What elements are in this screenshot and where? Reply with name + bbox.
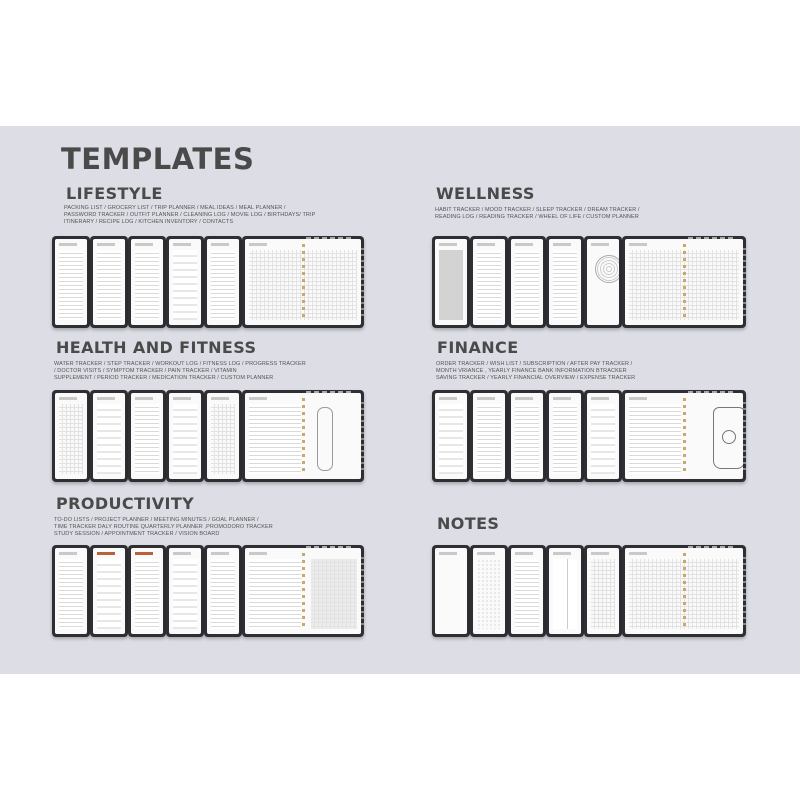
section-item-line: ITINERARY / RECIPE LOG / KITCHEN INVENTORY / CONTACTS (64, 219, 234, 225)
wellness-template-previews (432, 236, 746, 330)
template-thumbnail[interactable] (242, 390, 364, 482)
template-thumbnail[interactable] (508, 236, 546, 328)
template-thumbnail[interactable] (622, 545, 746, 637)
savings-jar-graphic (713, 407, 743, 469)
template-thumbnail[interactable] (546, 236, 584, 328)
finance-template-previews (432, 390, 746, 484)
template-thumbnail[interactable] (546, 545, 584, 637)
template-thumbnail[interactable] (432, 545, 470, 637)
lifestyle-template-previews (52, 236, 364, 330)
template-thumbnail[interactable] (432, 236, 470, 328)
template-thumbnail[interactable] (242, 236, 364, 328)
template-thumbnail[interactable] (508, 545, 546, 637)
template-thumbnail[interactable] (508, 390, 546, 482)
section-items-health (54, 361, 304, 382)
section-item-line: TO-DO LISTS / PROJECT PLANNER / MEETING MINUTES / GOAL PLANNER / (54, 517, 259, 523)
section-items-productivity (54, 517, 304, 538)
section-item-line: / DOCTOR VISITS / SYMPTOM TRACKER / PAIN TRACKER / VITAMIN (54, 368, 237, 374)
template-thumbnail[interactable] (204, 236, 242, 328)
template-thumbnail[interactable] (90, 545, 128, 637)
section-item-line: STUDY SESSION / APPOINTMENT TRACKER / VISION BOARD (54, 531, 220, 537)
template-thumbnail[interactable] (52, 236, 90, 328)
template-thumbnail[interactable] (52, 545, 90, 637)
template-thumbnail[interactable] (584, 545, 622, 637)
template-thumbnail[interactable] (584, 390, 622, 482)
health-template-previews (52, 390, 364, 484)
template-thumbnail[interactable] (166, 236, 204, 328)
template-thumbnail[interactable] (242, 545, 364, 637)
template-thumbnail[interactable] (622, 236, 746, 328)
template-thumbnail[interactable] (166, 545, 204, 637)
template-thumbnail[interactable] (470, 390, 508, 482)
template-thumbnail[interactable] (128, 390, 166, 482)
template-thumbnail[interactable] (470, 236, 508, 328)
section-title-productivity: PRODUCTIVITY (56, 494, 195, 513)
template-thumbnail[interactable] (584, 236, 622, 328)
section-items-lifestyle (64, 205, 314, 226)
notes-template-previews (432, 545, 746, 639)
template-thumbnail[interactable] (622, 390, 746, 482)
section-title-wellness: WELLNESS (436, 184, 535, 203)
section-item-line: SUPPLEMENT / PERIOD TRACKER / MEDICATION TRACKER / CUSTOM PLANNER (54, 375, 274, 381)
template-thumbnail[interactable] (204, 390, 242, 482)
template-thumbnail[interactable] (90, 236, 128, 328)
template-thumbnail[interactable] (52, 390, 90, 482)
section-item-line: TIME TRACKER DALY ROUTINE QUARTERLY PLANNER ,PROMODORO TRACKER (54, 524, 273, 530)
section-item-line: ORDER TRACKER / WISH LIST / SUBSCRIPTION / AFTER PAY TRACKER / (436, 361, 633, 367)
template-thumbnail[interactable] (546, 390, 584, 482)
section-item-line: HABIT TRACKER / MOOD TRACKER / SLEEP TRACKER / DREAM TRACKER / (435, 207, 640, 213)
page-title: TEMPLATES (61, 142, 255, 176)
section-item-line: PACKING LIST / GROCERY LIST / TRIP PLANNER / MEAL IDEAS / MEAL PLANNER / (64, 205, 286, 211)
section-title-health: HEALTH AND FITNESS (56, 338, 257, 357)
section-items-finance (436, 361, 686, 382)
wheel-of-life-graphic (595, 255, 619, 283)
template-thumbnail[interactable] (204, 545, 242, 637)
template-thumbnail[interactable] (470, 545, 508, 637)
section-item-line: SAVING TRACKER / YEARLY FINANCIAL OVERVIEW / EXPENSE TRACKER (436, 375, 636, 381)
section-title-lifestyle: LIFESTYLE (66, 184, 163, 203)
section-items-wellness (435, 207, 685, 221)
productivity-template-previews (52, 545, 364, 639)
template-thumbnail[interactable] (128, 545, 166, 637)
section-item-line: MONTH VRIANCE , YEARLY FINANCE BANK INFORMATION BTRACKER (436, 368, 627, 374)
section-title-notes: NOTES (437, 514, 500, 533)
section-item-line: READING LOG / READING TRACKER / WHEEL OF LIFE / CUSTOM PLANNER (435, 214, 639, 220)
section-item-line: WATER TRACKER / STEP TRACKER / WORKOUT LOG / FITNESS LOG / PROGRESS TRACKER (54, 361, 306, 367)
template-thumbnail[interactable] (166, 390, 204, 482)
template-thumbnail[interactable] (128, 236, 166, 328)
section-item-line: PASSWORD TRACKER / OUTFIT PLANNER / CLEANING LOG / MOVIE LOG / BIRTHDAYS/ TRIP (64, 212, 316, 218)
template-thumbnail[interactable] (90, 390, 128, 482)
template-thumbnail[interactable] (432, 390, 470, 482)
section-title-finance: FINANCE (437, 338, 519, 357)
